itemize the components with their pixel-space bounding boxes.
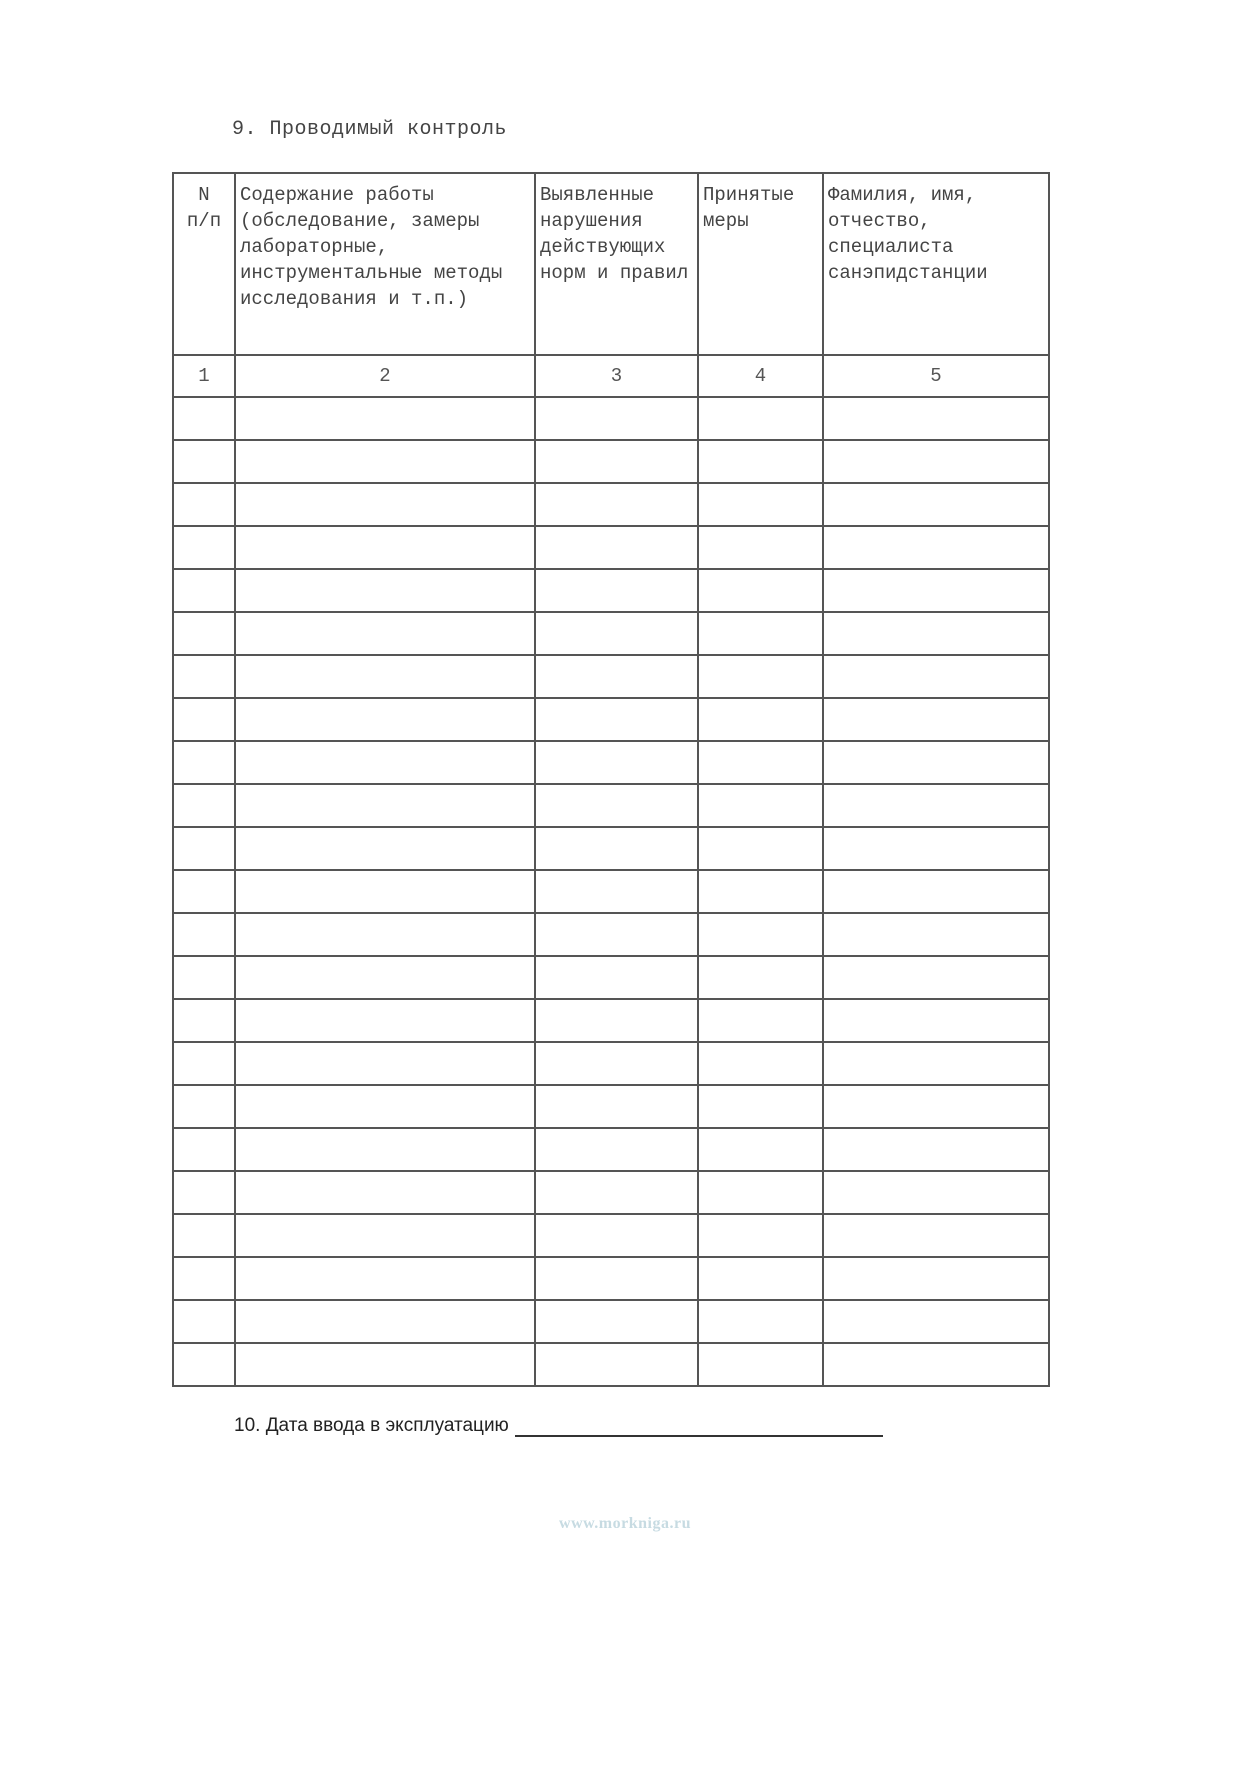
table-cell[interactable] [173, 1300, 235, 1343]
table-cell[interactable] [698, 569, 823, 612]
table-cell[interactable] [823, 1343, 1049, 1386]
table-cell[interactable] [173, 1085, 235, 1128]
table-cell[interactable] [823, 784, 1049, 827]
table-cell[interactable] [173, 913, 235, 956]
table-row [173, 698, 1049, 741]
table-cell[interactable] [823, 1257, 1049, 1300]
table-row [173, 1343, 1049, 1386]
table-cell[interactable] [535, 1257, 698, 1300]
table-row [173, 913, 1049, 956]
column-number: 4 [698, 355, 823, 397]
table-row [173, 526, 1049, 569]
table-cell[interactable] [235, 913, 535, 956]
table-cell[interactable] [173, 440, 235, 483]
table-cell[interactable] [235, 612, 535, 655]
table-cell[interactable] [235, 870, 535, 913]
table-row [173, 1042, 1049, 1085]
table-cell[interactable] [823, 1300, 1049, 1343]
column-number: 3 [535, 355, 698, 397]
table-cell[interactable] [823, 913, 1049, 956]
table-cell[interactable] [173, 956, 235, 999]
table-cell[interactable] [235, 1343, 535, 1386]
table-cell[interactable] [235, 655, 535, 698]
table-cell[interactable] [535, 1300, 698, 1343]
table-cell[interactable] [535, 913, 698, 956]
table-cell[interactable] [698, 784, 823, 827]
table-cell[interactable] [235, 569, 535, 612]
table-cell[interactable] [235, 1257, 535, 1300]
table-row [173, 999, 1049, 1042]
table-cell[interactable] [823, 870, 1049, 913]
table-cell[interactable] [698, 1343, 823, 1386]
table-cell[interactable] [698, 999, 823, 1042]
table-cell[interactable] [235, 1128, 535, 1171]
table-cell[interactable] [823, 440, 1049, 483]
table-row [173, 483, 1049, 526]
table-cell[interactable] [698, 1300, 823, 1343]
header-work-content: Содержание работы (обследование, замеры лабораторные, инструментальные методы исследования и т.п.) [235, 173, 535, 355]
table-row [173, 655, 1049, 698]
column-number: 1 [173, 355, 235, 397]
table-row [173, 827, 1049, 870]
table-cell[interactable] [698, 483, 823, 526]
table-cell[interactable] [823, 741, 1049, 784]
table-row [173, 1300, 1049, 1343]
table-cell[interactable] [823, 827, 1049, 870]
table-cell[interactable] [535, 784, 698, 827]
table-cell[interactable] [235, 1042, 535, 1085]
table-cell[interactable] [823, 397, 1049, 440]
header-measures: Принятые меры [698, 173, 823, 355]
table-cell[interactable] [235, 741, 535, 784]
table-cell[interactable] [823, 1171, 1049, 1214]
header-number: N п/п [173, 173, 235, 355]
table-row [173, 1257, 1049, 1300]
table-cell[interactable] [235, 999, 535, 1042]
table-row [173, 440, 1049, 483]
table-cell[interactable] [823, 1085, 1049, 1128]
table-cell[interactable] [823, 999, 1049, 1042]
column-number-row [173, 355, 1049, 397]
header-row [173, 173, 1049, 355]
table-row [173, 1128, 1049, 1171]
table-row [173, 397, 1049, 440]
table-cell[interactable] [535, 1128, 698, 1171]
table-cell[interactable] [173, 1042, 235, 1085]
table-cell[interactable] [173, 784, 235, 827]
table-cell[interactable] [698, 655, 823, 698]
table-cell[interactable] [698, 1085, 823, 1128]
table-cell[interactable] [173, 1128, 235, 1171]
header-violations: Выявленные нарушения действующих норм и правил [535, 173, 698, 355]
table-cell[interactable] [698, 956, 823, 999]
table-row [173, 956, 1049, 999]
table-cell[interactable] [173, 1257, 235, 1300]
table-cell[interactable] [823, 1042, 1049, 1085]
table-row [173, 784, 1049, 827]
table-cell[interactable] [173, 483, 235, 526]
table-cell[interactable] [173, 612, 235, 655]
table-cell[interactable] [173, 999, 235, 1042]
table-cell[interactable] [698, 397, 823, 440]
table-cell[interactable] [823, 956, 1049, 999]
table-cell[interactable] [535, 698, 698, 741]
table-cell[interactable] [698, 440, 823, 483]
table-cell[interactable] [173, 1171, 235, 1214]
table-cell[interactable] [698, 526, 823, 569]
table-cell[interactable] [535, 741, 698, 784]
table-cell[interactable] [173, 569, 235, 612]
table-cell[interactable] [173, 698, 235, 741]
commissioning-date-line [234, 1415, 883, 1437]
table-cell[interactable] [235, 1171, 535, 1214]
table-cell[interactable] [235, 1085, 535, 1128]
section-title: 9. Проводимый контроль [232, 118, 508, 141]
table-cell[interactable] [173, 827, 235, 870]
table-cell[interactable] [535, 956, 698, 999]
table-row [173, 870, 1049, 913]
table-cell[interactable] [823, 612, 1049, 655]
table-cell[interactable] [235, 956, 535, 999]
table-cell[interactable] [698, 913, 823, 956]
table-cell[interactable] [535, 1214, 698, 1257]
table-cell[interactable] [823, 1214, 1049, 1257]
commissioning-date-blank[interactable] [515, 1415, 883, 1437]
table-cell[interactable] [535, 1343, 698, 1386]
table-cell[interactable] [535, 526, 698, 569]
table-cell[interactable] [535, 827, 698, 870]
table-cell[interactable] [173, 741, 235, 784]
table-row [173, 1085, 1049, 1128]
table-cell[interactable] [235, 397, 535, 440]
table-cell[interactable] [535, 999, 698, 1042]
table-cell[interactable] [235, 784, 535, 827]
table-row [173, 1171, 1049, 1214]
table-cell[interactable] [535, 440, 698, 483]
table-cell[interactable] [698, 827, 823, 870]
table-row [173, 1214, 1049, 1257]
table-cell[interactable] [823, 483, 1049, 526]
table-cell[interactable] [235, 1300, 535, 1343]
table-cell[interactable] [698, 698, 823, 741]
table-cell[interactable] [535, 1042, 698, 1085]
table-cell[interactable] [235, 698, 535, 741]
commissioning-date-label: 10. Дата ввода в эксплуатацию [234, 1415, 509, 1436]
table-cell[interactable] [698, 1257, 823, 1300]
table-cell[interactable] [698, 741, 823, 784]
table-row [173, 741, 1049, 784]
table-cell[interactable] [698, 612, 823, 655]
table-row [173, 569, 1049, 612]
table-cell[interactable] [535, 397, 698, 440]
table-cell[interactable] [823, 698, 1049, 741]
table-cell[interactable] [535, 483, 698, 526]
table-cell[interactable] [535, 870, 698, 913]
table-cell[interactable] [823, 569, 1049, 612]
table-cell[interactable] [173, 526, 235, 569]
table-cell[interactable] [235, 440, 535, 483]
column-number: 2 [235, 355, 535, 397]
table-cell[interactable] [535, 1171, 698, 1214]
table-cell[interactable] [235, 526, 535, 569]
table-cell[interactable] [173, 397, 235, 440]
control-table [172, 172, 1050, 1387]
table-cell[interactable] [698, 1171, 823, 1214]
table-cell[interactable] [698, 1042, 823, 1085]
table-cell[interactable] [823, 1128, 1049, 1171]
table-cell[interactable] [823, 655, 1049, 698]
table-cell[interactable] [173, 1343, 235, 1386]
table-cell[interactable] [535, 1085, 698, 1128]
column-number: 5 [823, 355, 1049, 397]
table-cell[interactable] [235, 1214, 535, 1257]
table-cell[interactable] [173, 870, 235, 913]
watermark: www.morkniga.ru [559, 1515, 691, 1532]
table-cell[interactable] [535, 655, 698, 698]
header-specialist-name: Фамилия, имя, отчество, специалиста санэпидстанции [823, 173, 1049, 355]
table-cell[interactable] [235, 483, 535, 526]
table-cell[interactable] [698, 1214, 823, 1257]
table-cell[interactable] [173, 1214, 235, 1257]
table-cell[interactable] [535, 612, 698, 655]
table-cell[interactable] [535, 569, 698, 612]
table-cell[interactable] [698, 1128, 823, 1171]
table-cell[interactable] [235, 827, 535, 870]
table-cell[interactable] [823, 526, 1049, 569]
table-cell[interactable] [698, 870, 823, 913]
table-cell[interactable] [173, 655, 235, 698]
table-row [173, 612, 1049, 655]
